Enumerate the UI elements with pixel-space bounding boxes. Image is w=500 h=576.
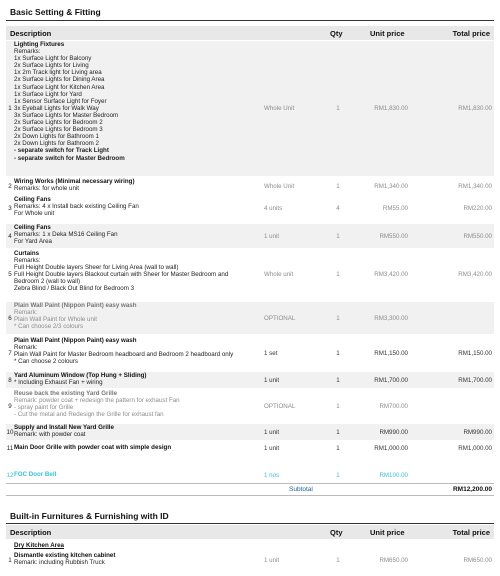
row-unit-price: RM1,700.00 [374,377,408,384]
description-line: 2x Surface Lights for Bedroom 2 [14,119,103,127]
row-qty: 1 [336,377,340,384]
area-heading: Dry Kitchen Area [14,542,64,549]
section-title-basic: Basic Setting & Fitting [10,7,101,17]
row-unit: Whole Unit [264,183,295,190]
description-line: Ceiling Fans [14,196,51,203]
row-qty: 1 [336,429,340,436]
description-line: Zebra Blind / Black Out Blind for Bedroom 3 [14,285,135,293]
description-line: Lighting Fixtures [14,41,65,48]
description-line: Ceiling Fans [14,224,51,231]
table-row [6,302,494,334]
description-line: Plain Wall Paint (Nippon Paint) easy wash [14,302,137,309]
row-description [14,302,259,330]
description-line: Remark: [14,309,38,317]
header-unit-price: Unit price [370,29,405,38]
description-line: 3x Surface Lights for Master Bedroom [14,111,119,119]
header-unit-price: Unit price [370,528,405,537]
description-line: Remarks: [14,48,41,56]
description-line: - separate switch for Track Light [14,147,109,155]
row-total-price: RM1,830.00 [458,105,492,112]
row-number: 7 [8,350,12,357]
description-line: Remarks: [14,257,41,265]
row-number: 11 [6,445,14,452]
row-unit-price: RM1,340.00 [374,183,408,190]
row-unit: 1 unit [264,557,280,564]
row-number: 3 [8,205,12,212]
row-unit-price: RM1,830.00 [374,105,408,112]
table-row [6,471,494,480]
area-heading-row [6,542,494,551]
section-divider [6,523,494,524]
row-total-price: RM1,150.00 [458,350,492,357]
row-description [14,337,259,365]
row-qty: 1 [336,105,340,112]
description-line: 1x Surface Light for Yard [14,90,82,98]
row-number: 1 [8,105,12,112]
description-line: Curtains [14,250,40,257]
description-line: Remark: [14,344,38,352]
row-unit: Whole unit [264,271,294,278]
row-number: 2 [8,183,12,190]
row-unit: 1 unit [264,377,280,384]
table-row [6,552,494,568]
row-qty: 1 [336,557,340,564]
row-number: 10 [6,429,14,436]
row-number: 8 [8,377,12,384]
header-description: Description [10,29,52,38]
description-line: 1x Surface Light for Kitchen Area [14,83,105,91]
table-header [6,525,494,539]
row-number: 9 [8,403,12,410]
row-total-price: RM220.00 [463,205,492,212]
row-unit-price: RM700.00 [379,403,408,410]
row-total-price: RM1,000.00 [458,445,492,452]
description-line: 2x Down Lights for Bathroom 2 [14,140,99,148]
header-total-price: Total price [452,29,490,38]
row-number: 1 [8,557,12,564]
row-unit: OPTIONAL [264,403,296,410]
row-description [14,372,259,386]
table-row [6,444,494,453]
section-divider [6,20,494,21]
row-number: 12 [6,472,14,479]
header-description: Description [10,528,52,537]
description-line: Reuse back the existing Yard Grille [14,390,118,397]
table-header [6,26,494,40]
row-total-price: RM3,420.00 [458,271,492,278]
description-line: 1x Sensor Surface Light for Foyer [14,97,107,105]
description-line: Remark: with powder coat [14,431,86,439]
description-line: * Can choose 2/3 colours [14,323,84,331]
row-unit: 4 units [264,205,283,212]
description-line: * Including Exhaust Fan + wiring [14,379,103,387]
description-line: - spray paint for Grille [14,404,74,412]
row-qty: 4 [336,205,340,212]
header-total-price: Total price [452,528,490,537]
row-description [14,471,259,478]
subtotal-label: Subtotal [289,486,313,493]
description-line: 2x Surface Lights for Dining Area [14,76,105,84]
table-row [6,372,494,388]
row-number: 4 [8,233,12,240]
header-qty: Qty [330,528,343,537]
row-description [14,552,259,566]
description-line: Remarks: for whole unit [14,185,79,193]
description-line: Yard Aluminum Window (Top Hung + Sliding) [14,372,147,379]
description-line: Plain Wall Paint for Master Bedroom headboard and Bedroom 2 headboard only [14,351,234,359]
row-unit: Whole Unit [264,105,295,112]
row-description [14,196,259,217]
description-line: Remark: powder coat + redesign the pattern for exhaust Fan [14,397,180,405]
row-total-price: RM1,340.00 [458,183,492,190]
row-total-price: RM990.00 [463,429,492,436]
description-line: Full Height Double layers Blackout curtain with Sheer for Master Bedroom and [14,271,229,279]
row-unit-price: RM100.00 [379,472,408,479]
description-line: - Cut the metal and Redesign the Grille for exhaust fan [14,411,164,419]
description-line: 2x Surface Lights for Bedroom 3 [14,126,103,134]
description-line: Remarks: 4 x Install back existing Ceiling Fan [14,203,139,211]
description-line: 1x Surface Light for Balcony [14,55,92,63]
description-line: Plain Wall Paint (Nippon Paint) easy wash [14,337,137,344]
description-line: FOC Door Bell [14,471,57,478]
description-line: Wiring Works (Minimal necessary wiring) [14,178,135,185]
row-unit-price: RM3,420.00 [374,271,408,278]
row-qty: 1 [336,271,340,278]
row-qty: 1 [336,350,340,357]
subtotal-row [6,483,494,496]
row-unit: 1 unit [264,445,280,452]
subtotal-value: RM12,200.00 [452,486,492,493]
row-unit-price: RM650.00 [379,557,408,564]
row-unit: 1 nos [264,472,280,479]
table-row [6,337,494,369]
table-row [6,390,494,422]
description-line: Remark: including Rubbish Truck [14,559,105,567]
description-line: For Yard Area [14,238,52,246]
row-total-price: RM650.00 [463,557,492,564]
row-unit-price: RM1,000.00 [374,445,408,452]
row-unit: 1 set [264,350,278,357]
table-row [6,178,494,194]
description-line: 2x Down Lights for Bathroom 1 [14,133,99,141]
description-line: Full Height Double layers Sheer for Living Area (wall to wall) [14,264,179,272]
table-row [6,424,494,440]
row-qty: 1 [336,445,340,452]
row-description [14,41,259,162]
row-number: 5 [8,271,12,278]
header-qty: Qty [330,29,343,38]
row-qty: 1 [336,183,340,190]
description-line: 1x 2m Track light for Living area [14,69,102,77]
row-description [14,178,259,192]
row-unit-price: RM550.00 [379,233,408,240]
section-title-built-in: Built-in Furnitures & Furnishing with ID [10,511,169,521]
row-total-price: RM1,700.00 [458,377,492,384]
description-line: Main Door Grille with powder coat with simple design [14,444,172,451]
row-qty: 1 [336,403,340,410]
description-line: - separate switch for Master Bedroom [14,154,125,162]
row-qty: 1 [336,315,340,322]
table-row [6,196,494,220]
description-line: Dismantle existing kitchen cabinet [14,552,116,559]
row-description [14,424,259,438]
description-line: Plain Wall Paint for Whole unit [14,316,97,324]
row-description [14,250,259,293]
row-unit-price: RM55.00 [382,205,408,212]
description-line: 3x Eyeball Lights for Walk Way [14,104,99,112]
row-unit-price: RM3,300.00 [374,315,408,322]
description-line: For Whole unit [14,210,55,218]
row-description [14,444,259,451]
table-row [6,224,494,248]
row-description [14,224,259,245]
table-row [6,250,494,298]
description-line: Remarks: 1 x Deka MS16 Ceiling Fan [14,231,118,239]
table-row [6,41,494,176]
description-line: * Can choose 2 colours [14,358,78,366]
row-number: 6 [8,315,12,322]
row-unit: OPTIONAL [264,315,296,322]
row-total-price: RM550.00 [463,233,492,240]
row-unit-price: RM990.00 [379,429,408,436]
row-unit: 1 unit [264,233,280,240]
description-line: Bedroom 2 (wall to wall) [14,278,81,286]
row-description [14,390,259,418]
row-qty: 1 [336,233,340,240]
description-line: 2x Surface Lights for Living [14,62,89,70]
row-qty: 1 [336,472,340,479]
row-unit: 1 unit [264,429,280,436]
description-line: Supply and Install New Yard Grille [14,424,114,431]
row-unit-price: RM1,150.00 [374,350,408,357]
